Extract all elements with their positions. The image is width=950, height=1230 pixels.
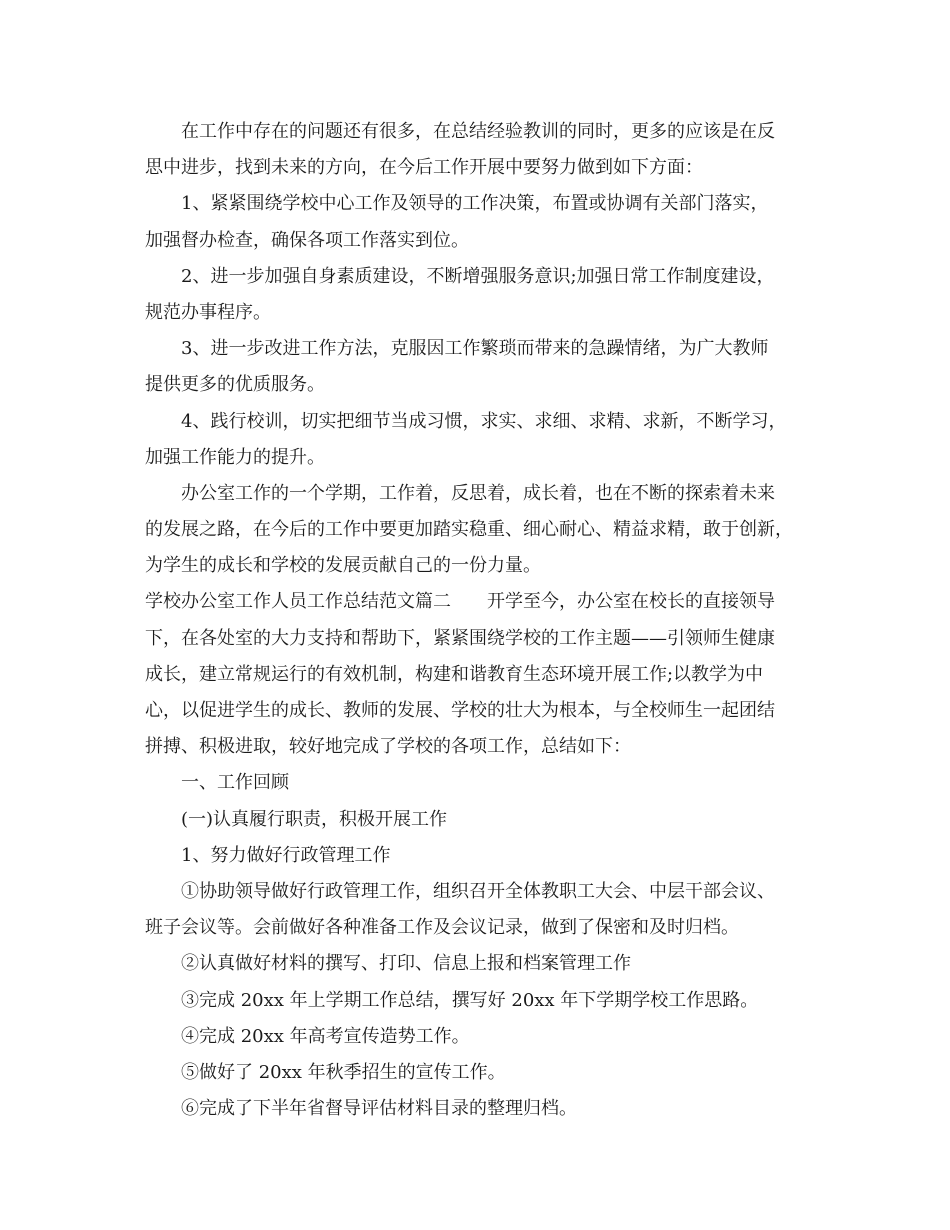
list-item-line: ①协助领导做好行政管理工作，组织召开全体教职工大会、中层干部会议、 bbox=[181, 880, 775, 902]
heading-line: 1、努力做好行政管理工作 bbox=[181, 844, 391, 866]
heading-line: 一、工作回顾 bbox=[181, 772, 289, 794]
text-line: 心，以促进学生的成长、教师的发展、学校的壮大为根本，与全校师生一起团结 bbox=[145, 700, 775, 721]
text-line: 拼搏、积极进取，较好地完成了学校的各项工作，总结如下： bbox=[145, 736, 631, 758]
list-item-line: ③完成 20xx 年上学期工作总结，撰写好 20xx 年下学期学校工作思路。 bbox=[181, 989, 759, 1011]
text-line: 思中进步，找到未来的方向，在今后工作开展中要努力做到如下方面： bbox=[145, 157, 703, 179]
text-line: 规范办事程序。 bbox=[145, 301, 271, 323]
heading-line: (一)认真履行职责，积极开展工作 bbox=[181, 808, 448, 830]
text-line: 加强督办检查，确保各项工作落实到位。 bbox=[145, 229, 469, 251]
text-line: 1、紧紧围绕学校中心工作及领导的工作决策，布置或协调有关部门落实， bbox=[181, 193, 769, 215]
text-line: 办公室工作的一个学期，工作着，反思着，成长着，也在不断的探索着未来 bbox=[181, 482, 775, 504]
text-line: 4、践行校训，切实把细节当成习惯，求实、求细、求精、求新，不断学习， bbox=[181, 410, 787, 432]
text-line: 加强工作能力的提升。 bbox=[145, 446, 325, 468]
list-item-line: ②认真做好材料的撰写、打印、信息上报和档案管理工作 bbox=[181, 953, 631, 975]
text-line: 2、进一步加强自身素质建设，不断增强服务意识;加强日常工作制度建设， bbox=[181, 265, 775, 287]
text-line: 提供更多的优质服务。 bbox=[145, 374, 325, 396]
list-item-line: ⑤做好了 20xx 年秋季招生的宣传工作。 bbox=[181, 1061, 506, 1083]
text-line: 3、进一步改进工作方法，克服因工作繁琐而带来的急躁情绪，为广大教师 bbox=[181, 338, 769, 360]
list-item-line: ④完成 20xx 年高考宣传造势工作。 bbox=[181, 1025, 470, 1047]
text-line: 成长，建立常规运行的有效机制，构建和谐教育生态环境开展工作;以教学为中 bbox=[145, 663, 764, 685]
document-body bbox=[145, 118, 810, 1131]
text-line: 为学生的成长和学校的发展贡献自己的一份力量。 bbox=[145, 555, 541, 577]
text-line: 的发展之路，在今后的工作中要更加踏实稳重、细心耐心、精益求精，敢于创新， bbox=[145, 519, 793, 541]
text-line: 班子会议等。会前做好各种准备工作及会议记录，做到了保密和及时归档。 bbox=[145, 917, 739, 939]
section-title-line: 学校办公室工作人员工作总结范文篇二 开学至今，办公室在校长的直接领导 bbox=[145, 591, 775, 613]
text-line: 在工作中存在的问题还有很多，在总结经验教训的同时，更多的应该是在反 bbox=[181, 121, 775, 142]
list-item-line: ⑥完成了下半年省督导评估材料目录的整理归档。 bbox=[181, 1098, 577, 1120]
text-line: 下，在各处室的大力支持和帮助下，紧紧围绕学校的工作主题——引领师生健康 bbox=[145, 627, 775, 649]
